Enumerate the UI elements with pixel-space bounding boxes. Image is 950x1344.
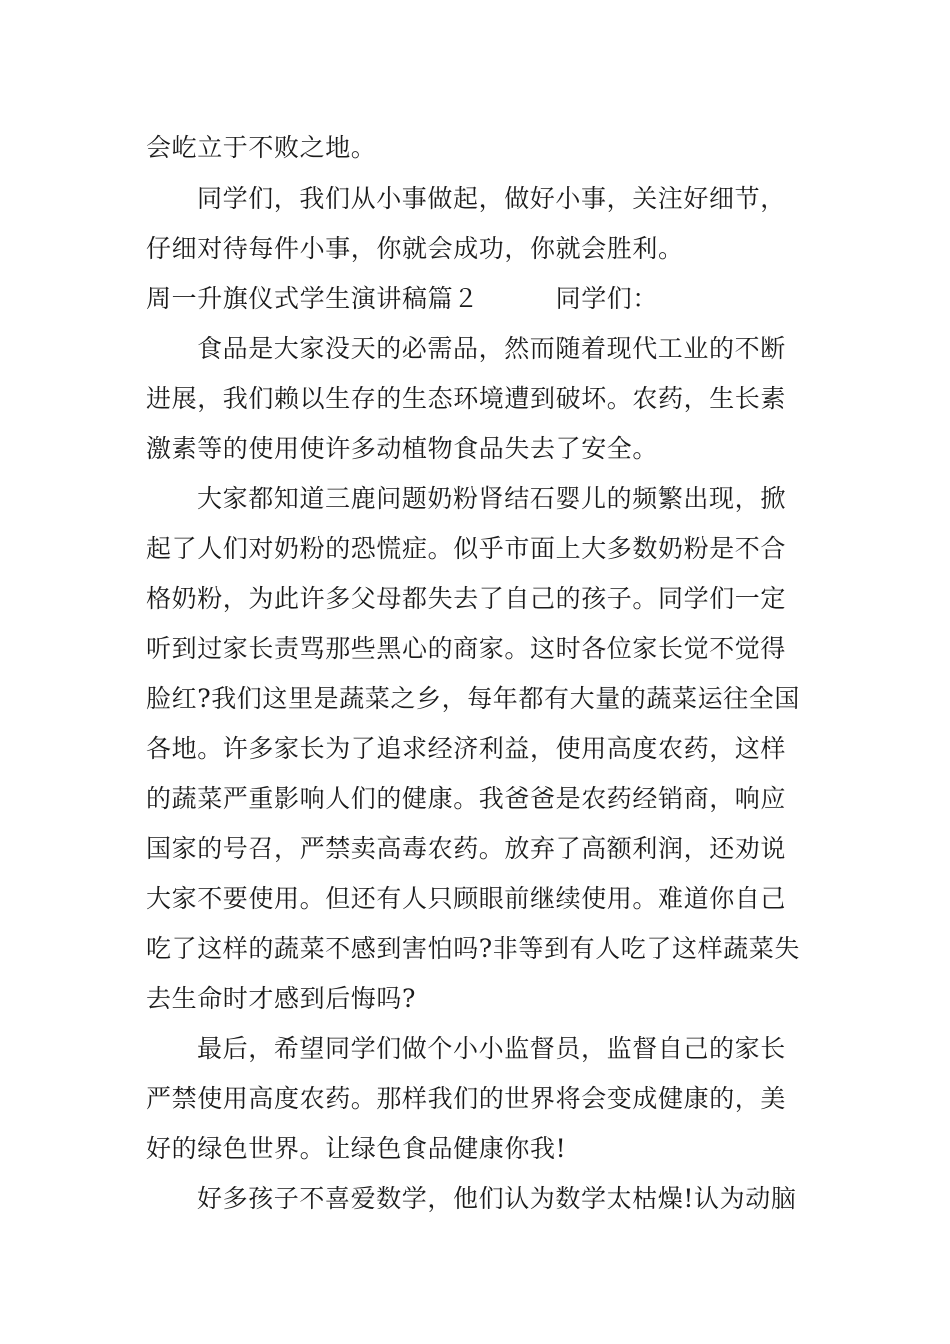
text-line: 格奶粉，为此许多父母都失去了自己的孩子。同学们一定 <box>146 584 787 613</box>
text-line: 仔细对待每件小事，你就会成功，你就会胜利。 <box>146 234 684 263</box>
text-line: 各地。许多家长为了追求经济利益，使用高度农药，这样 <box>146 734 787 763</box>
text-line: 起了人们对奶粉的恐慌症。似乎市面上大多数奶粉是不合 <box>146 534 787 563</box>
text-line: 大家不要使用。但还有人只顾眼前继续使用。难道你自己 <box>146 884 787 913</box>
text-line: 去生命时才感到后悔吗? <box>146 984 417 1013</box>
text-line: 好多孩子不喜爱数学，他们认为数学太枯燥!认为动脑 <box>197 1184 797 1213</box>
text-line: 国家的号召，严禁卖高毒农药。放弃了高额利润，还劝说 <box>146 834 787 863</box>
text-line: 最后，希望同学们做个小小监督员，监督自己的家长 <box>197 1034 786 1063</box>
text-line: 同学们，我们从小事做起，做好小事，关注好细节， <box>197 184 786 213</box>
text-line: 好的绿色世界。让绿色食品健康你我! <box>146 1134 567 1163</box>
text-line: 进展，我们赖以生存的生态环境遭到破坏。农药，生长素 <box>146 384 787 413</box>
text-line: 大家都知道三鹿问题奶粉肾结石婴儿的频繁出现，掀 <box>197 484 786 513</box>
text-line: 听到过家长责骂那些黑心的商家。这时各位家长觉不觉得 <box>146 634 787 663</box>
text-line: 脸红?我们这里是蔬菜之乡，每年都有大量的蔬菜运往全国 <box>146 684 801 713</box>
text-line: 会屹立于不败之地。 <box>146 133 377 162</box>
text-line: 的蔬菜严重影响人们的健康。我爸爸是农药经销商，响应 <box>146 784 787 813</box>
text-line: 激素等的使用使许多动植物食品失去了安全。 <box>146 434 659 463</box>
text-line: 严禁使用高度农药。那样我们的世界将会变成健康的，美 <box>146 1084 787 1113</box>
text-line: 吃了这样的蔬菜不感到害怕吗?非等到有人吃了这样蔬菜失 <box>146 934 801 963</box>
text-line: 食品是大家没天的必需品，然而随着现代工业的不断 <box>197 334 786 363</box>
section-heading: 周一升旗仪式学生演讲稿篇２ 同学们： <box>146 284 659 313</box>
